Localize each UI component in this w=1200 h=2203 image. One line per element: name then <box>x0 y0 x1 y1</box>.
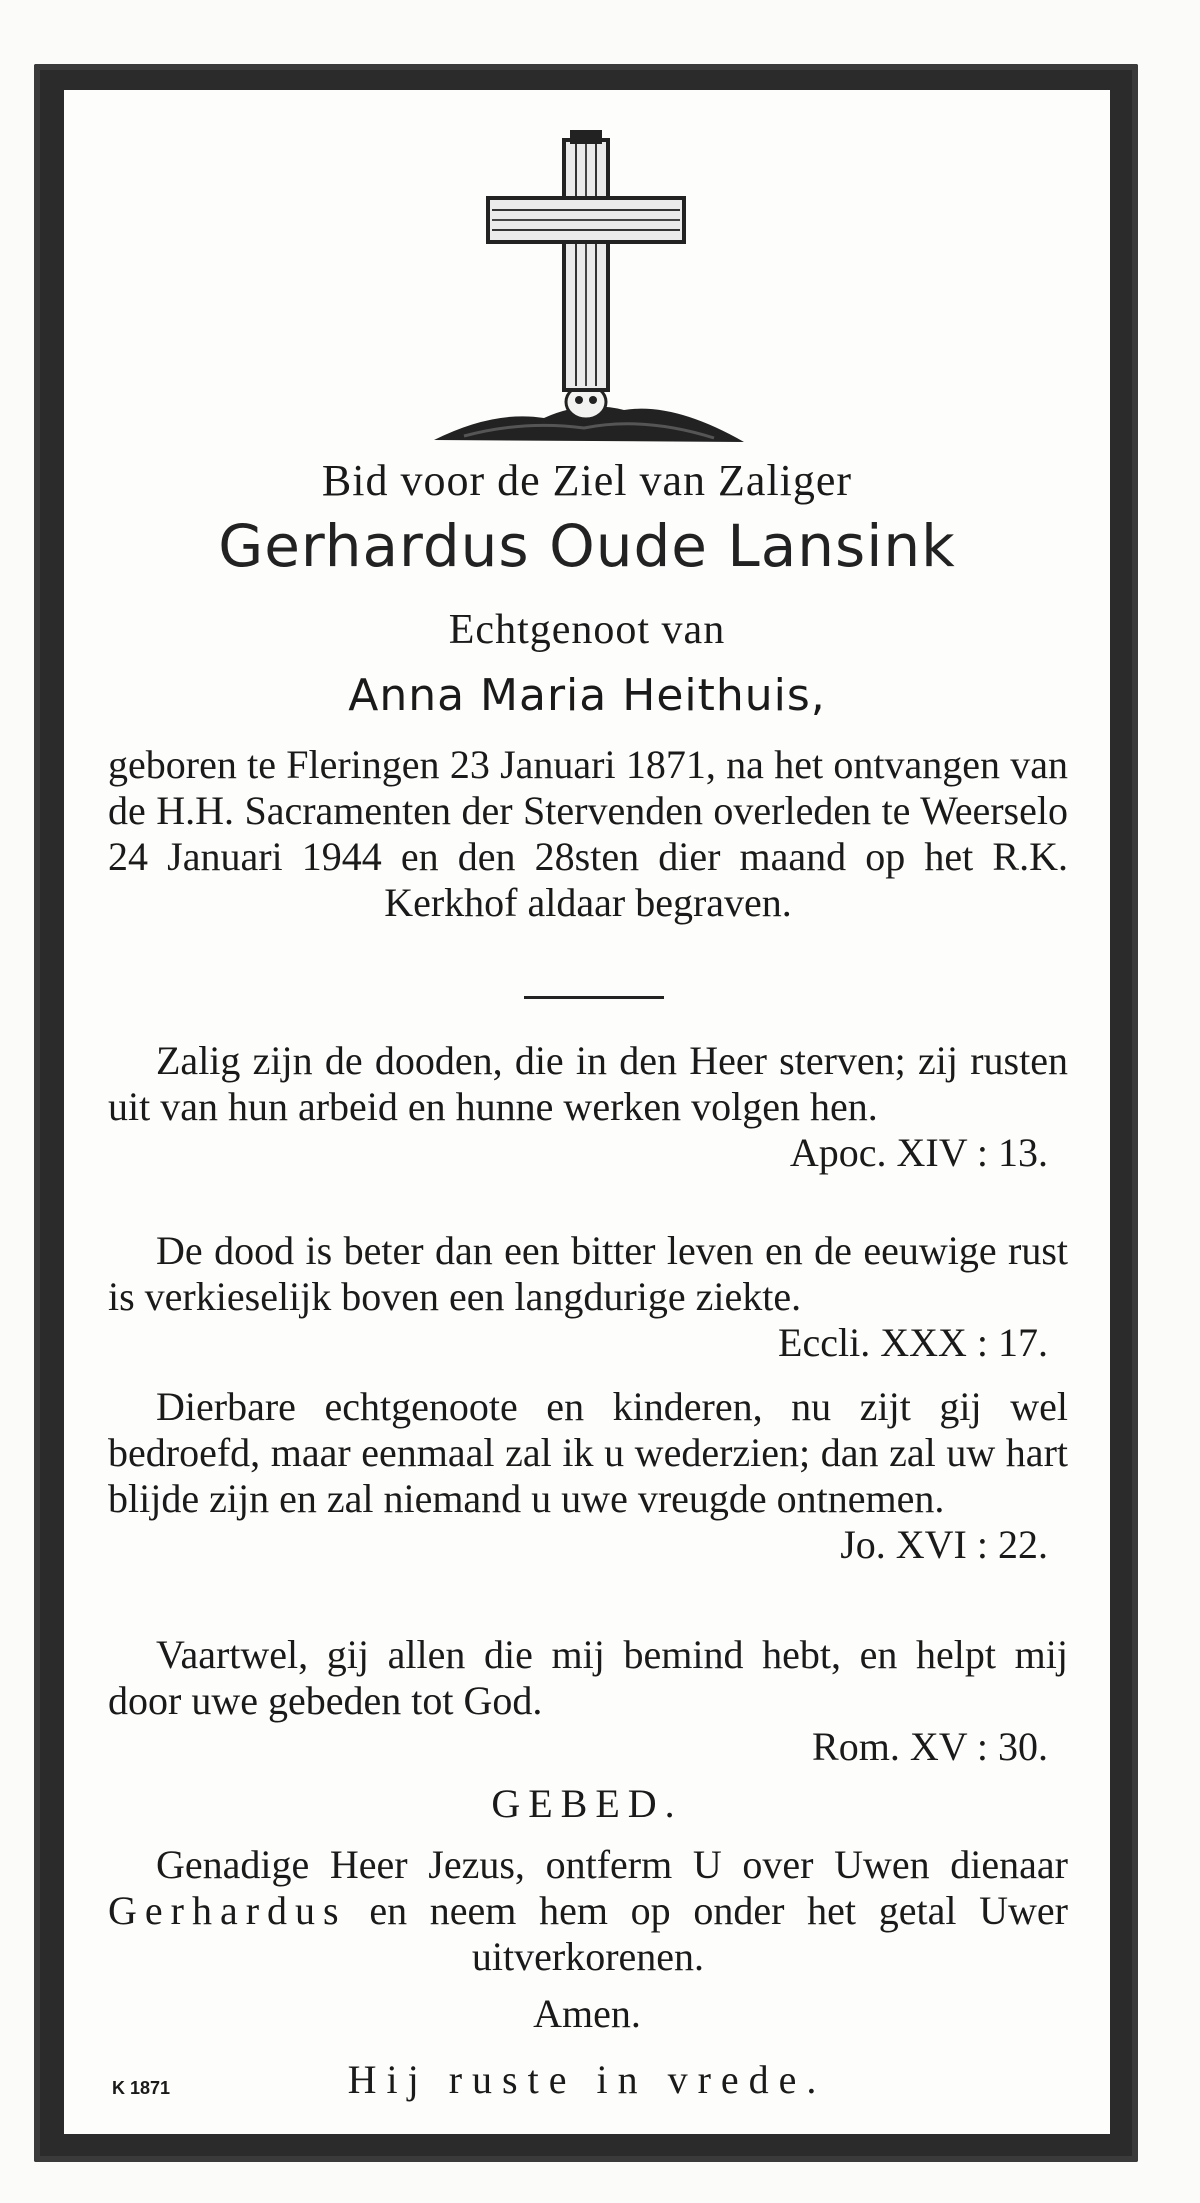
prayer-text-after: en neem hem op onder het getal Uwer uitverkorenen. <box>369 1888 1068 1979</box>
prayer-text <box>108 1842 1068 1980</box>
biography-text: geboren te Fleringen 23 Januari 1871, na het ontvangen van de H.H. Sacramenten der Stervenden overleden te Weerselo 24 Januari 1944 en den 28sten dier maand op het R.K. Kerkhof aldaar begraven. <box>108 742 1068 925</box>
cross-icon <box>434 110 744 450</box>
printer-code: K 1871 <box>112 2078 171 2098</box>
farewell-text: Hij ruste in vrede. <box>347 2057 827 2102</box>
spouse-label: Echtgenoot van <box>448 607 726 653</box>
prayer-name-spaced: Gerhardus <box>108 1888 347 1933</box>
verse-2-reference: Eccli. XXX : 17. <box>778 1320 1048 1365</box>
verse-4-reference: Rom. XV : 30. <box>812 1724 1048 1769</box>
verse-1 <box>108 1038 1068 1176</box>
prayer-title: GEBED. <box>491 1781 683 1826</box>
spouse-name: Anna Maria Heithuis, <box>348 670 826 721</box>
verse-1-text: Zalig zijn de dooden, die in den Heer sterven; zij rusten uit van hun arbeid en hunne werken volgen hen. <box>108 1038 1068 1129</box>
prayer-heading: Bid voor de Ziel van Zaliger <box>321 456 853 505</box>
divider-line <box>524 996 664 999</box>
verse-3-text: Dierbare echtgenoote en kinderen, nu zijt gij wel bedroefd, maar eenmaal zal ik u wederzien; dan zal uw hart blijde zijn en zal niemand u uwe vreugde ontnemen. <box>108 1384 1068 1521</box>
verse-4-text: Vaartwel, gij allen die mij bemind hebt, en helpt mij door uwe gebeden tot God. <box>108 1632 1068 1723</box>
verse-3-reference: Jo. XVI : 22. <box>840 1522 1048 1567</box>
prayer-text-before: Genadige Heer Jezus, ontferm U over Uwen dienaar <box>156 1842 1068 1887</box>
verse-4 <box>108 1632 1068 1770</box>
memorial-card <box>64 90 1110 2134</box>
deceased-name: Gerhardus Oude Lansink <box>218 512 956 580</box>
verse-3 <box>108 1384 1068 1568</box>
verse-1-reference: Apoc. XIV : 13. <box>789 1130 1048 1175</box>
verse-2 <box>108 1228 1068 1366</box>
amen-text: Amen. <box>533 1991 641 2036</box>
verse-2-text: De dood is beter dan een bitter leven en de eeuwige rust is verkieselijk boven een langdurige ziekte. <box>108 1228 1068 1319</box>
